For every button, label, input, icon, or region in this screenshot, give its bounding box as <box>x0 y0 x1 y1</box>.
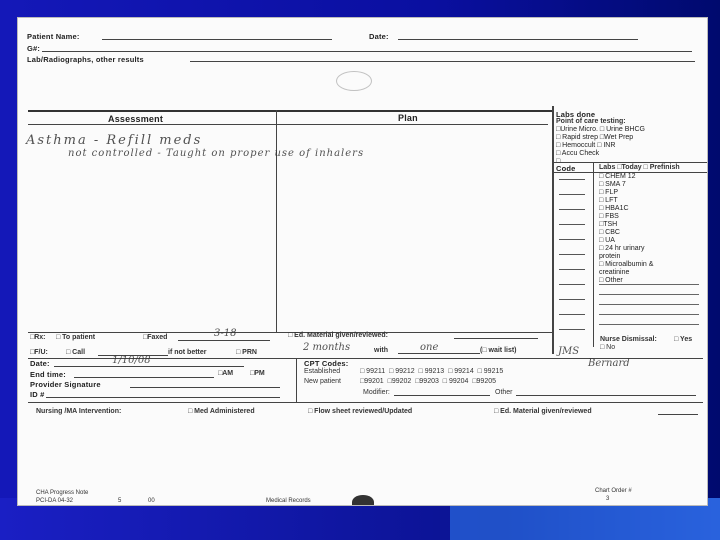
labs-divider <box>552 106 554 354</box>
code-divider <box>593 162 594 347</box>
point-of-care-list <box>556 126 645 166</box>
am-option: □AM <box>218 370 234 377</box>
cpt-title: CPT Codes: <box>304 359 349 368</box>
pm-option: □PM <box>250 370 265 377</box>
signature-handwriting: Bernard <box>588 358 630 369</box>
footer-form-number: PCI-DA 04-32 <box>36 498 74 504</box>
other-line <box>599 324 699 325</box>
footer-num-2: 00 <box>148 498 155 504</box>
new-patient-codes <box>360 378 496 385</box>
lab-item: □ FLP <box>599 189 619 196</box>
code-blank <box>559 269 585 270</box>
faxed-line <box>178 340 270 341</box>
ed-material-line <box>454 338 538 339</box>
other-line <box>599 294 699 295</box>
faxed-handwriting: 3-18 <box>214 328 237 339</box>
lab-item: □ UA <box>599 237 615 244</box>
cpt-code: □99203 <box>415 378 439 385</box>
lab-item: □ SMA 7 <box>599 181 626 188</box>
code-blank <box>559 224 585 225</box>
call-label: □ Call <box>66 349 86 356</box>
cpt-divider <box>296 358 297 402</box>
prn-label: □ PRN <box>236 349 257 356</box>
other-line <box>599 314 699 315</box>
date-field-label: Date: <box>30 359 50 368</box>
lab-item: □ HBA1C <box>599 205 629 212</box>
number-label: G#: <box>27 44 41 53</box>
cpt-code: □ 99215 <box>477 368 504 375</box>
nurse-dismissal-yes: □ Yes <box>674 336 693 343</box>
lab-item: □ CBC <box>599 229 620 236</box>
code-blank <box>559 314 585 315</box>
if-not-better-label: if not better <box>168 349 207 356</box>
number-line <box>42 51 692 52</box>
assessment-header: Assessment <box>108 114 164 124</box>
progress-note-form <box>18 18 707 505</box>
footer-chart-order-number: 3 <box>606 496 610 502</box>
labs-done-title: Labs done <box>556 110 596 119</box>
code-blank <box>559 329 585 330</box>
id-label: ID # <box>30 390 45 399</box>
end-time-label: End time: <box>30 370 66 379</box>
lab-item: □ CHEM 12 <box>599 173 636 180</box>
cpt-code: □99201 <box>360 378 384 385</box>
header-underline <box>28 124 548 125</box>
established-label: Established <box>304 368 341 375</box>
point-of-care-label: Point of care testing: <box>556 118 626 125</box>
main-separator <box>28 110 553 112</box>
flow-sheet-label: □ Flow sheet reviewed/Updated <box>308 408 413 415</box>
assessment-handwriting-2: not controlled - Taught on proper use of inhalers <box>68 148 365 159</box>
lab-item: □ LFT <box>599 197 618 204</box>
nurse-dismissal-label: Nurse Dismissal: <box>600 336 657 343</box>
end-time-line <box>74 377 214 378</box>
modifier-label: Modifier: <box>363 389 390 396</box>
ed-material-nursing-line <box>658 414 698 415</box>
lab-item: □ 24 hr urinary <box>599 245 645 252</box>
patient-name-line <box>102 39 332 40</box>
faxed-label: □Faxed <box>143 334 168 341</box>
assessment-handwriting-1: Asthma - Refill meds <box>26 133 203 148</box>
ed-material-nursing-label: □ Ed. Material given/reviewed <box>494 408 592 415</box>
date-handwriting: 1/10/08 <box>112 355 151 366</box>
code-header: Code <box>556 164 576 173</box>
cpt-code: □ 99212 <box>389 368 415 375</box>
lab-item: □TSH <box>599 221 618 228</box>
poc-item: □ Accu Check <box>556 149 600 157</box>
nursing-separator <box>28 402 703 403</box>
handwritten-circle <box>336 71 372 91</box>
lab-radiographs-label: Lab/Radiographs, other results <box>27 55 144 64</box>
other-line <box>599 284 699 285</box>
wait-list-label: (□ wait list) <box>480 347 517 354</box>
footer-medical-records: Medical Records <box>266 498 311 504</box>
date-field-line <box>54 366 244 367</box>
date-line <box>398 39 638 40</box>
code-blank <box>559 209 585 210</box>
lab-item: creatinine <box>599 269 630 276</box>
code-blank <box>559 299 585 300</box>
initials-handwriting: JMS <box>558 346 580 357</box>
cpt-code: □ 99214 <box>448 368 474 375</box>
code-blank <box>559 239 585 240</box>
modifier-line <box>394 395 490 396</box>
code-blank <box>559 194 585 195</box>
date-label: Date: <box>369 32 389 41</box>
poc-item: □ <box>556 157 561 165</box>
other-label: Other <box>495 389 513 396</box>
poc-item: □ Hemoccult □ INR <box>556 141 616 149</box>
established-codes <box>360 368 503 375</box>
provider-signature-label: Provider Signature <box>30 380 101 389</box>
id-line <box>46 397 280 398</box>
labs-header: Labs □Today □ Prefinish <box>599 164 680 171</box>
poc-item: □Urine Micro. □ Urine BHCG <box>556 126 645 133</box>
lab-item: □ FBS <box>599 213 619 220</box>
rx-label: □Rx: <box>30 334 46 341</box>
nurse-dismissal-no: □ No <box>600 344 616 351</box>
patient-name-label: Patient Name: <box>27 32 80 41</box>
footer-form-name: CHA Progress Note <box>36 490 89 496</box>
ed-material-handwriting: 2 months <box>303 342 351 353</box>
footer-hole-punch <box>352 495 374 505</box>
code-blank <box>559 179 585 180</box>
footer-num-1: 5 <box>118 498 122 504</box>
cpt-code: □99205 <box>472 378 497 385</box>
cpt-code: □99202 <box>387 378 412 385</box>
footer-chart-order: Chart Order # <box>595 488 632 494</box>
new-patient-label: New patient <box>304 378 341 385</box>
labs-list <box>599 173 653 285</box>
to-patient-label: □ To patient <box>56 334 96 341</box>
cpt-code: □ 99213 <box>418 368 445 375</box>
cpt-code: □ 99211 <box>360 368 386 375</box>
poc-item: □ Rapid strep □Wet Prep <box>556 133 634 141</box>
code-blank <box>559 284 585 285</box>
plan-header: Plan <box>398 113 418 123</box>
other-line <box>599 304 699 305</box>
ed-material-label: □ Ed. Material given/reviewed: <box>288 332 388 339</box>
lab-item: protein <box>599 253 621 260</box>
code-blank <box>559 254 585 255</box>
with-line <box>398 353 480 354</box>
nursing-intervention-label: Nursing /MA Intervention: <box>36 408 122 415</box>
provider-signature-line <box>130 387 280 388</box>
med-administered-label: □ Med Administered <box>188 408 255 415</box>
cpt-code: □ 99204 <box>442 378 469 385</box>
other-cpt-line <box>516 395 696 396</box>
lab-radiographs-line <box>190 61 695 62</box>
with-handwriting: one <box>420 342 439 353</box>
lab-item: □ Microalbumin & <box>599 261 654 268</box>
lab-item: □ Other <box>599 277 623 284</box>
fu-label: □F/U: <box>30 349 48 356</box>
assessment-plan-divider <box>276 110 277 332</box>
with-label: with <box>374 347 388 354</box>
labs-table-top <box>552 162 707 163</box>
